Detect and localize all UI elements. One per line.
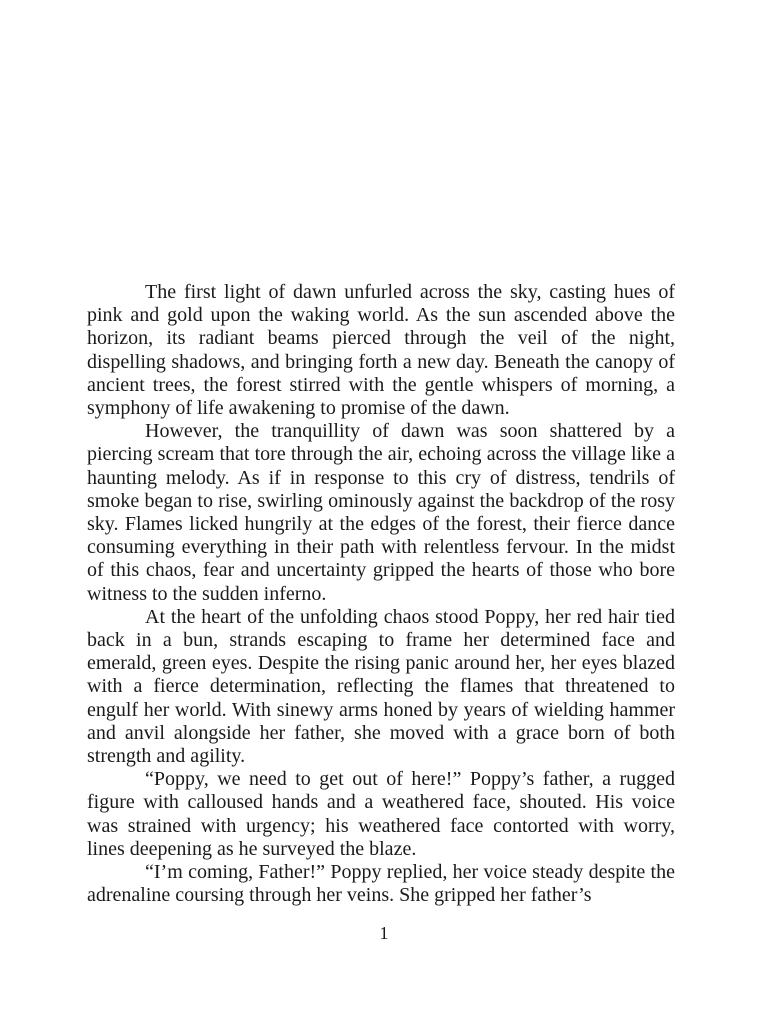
body-text [87, 281, 675, 907]
paragraph-3: At the heart of the unfolding chaos stood Poppy, her red hair tied back in a bun, strands escaping to frame her determined face and emerald, green eyes. Despite the rising panic around her, her eyes blazed with a fierce determination, reflecting the flames that threatened to engulf her world. With sinewy arms honed by years of wielding hammer and anvil alongside her father, she moved with a grace born of both strength and agility. [87, 605, 675, 768]
paragraph-1: The first light of dawn unfurled across the sky, casting hues of pink and gold upon the waking world. As the sun ascended above the horizon, its radiant beams pierced through the veil of the night, dispelling shadows, and bringing forth a new day. Beneath the canopy of ancient trees, the forest stirred with the gentle whispers of morning, a symphony of life awakening to promise of the dawn. [87, 281, 675, 420]
paragraph-4: “Poppy, we need to get out of here!” Poppy’s father, a rugged figure with calloused hands and a weathered face, shouted. His voice was strained with urgency; his weathered face contorted with worry, lines deepening as he surveyed the blaze. [87, 768, 675, 860]
paragraph-2: However, the tranquillity of dawn was soon shattered by a piercing scream that tore through the air, echoing across the village like a haunting melody. As if in response to this cry of distress, tendrils of smoke began to rise, swirling ominously against the backdrop of the rosy sky. Flames licked hungrily at the edges of the forest, their fierce dance consuming everything in their path with relentless fervour. In the midst of this chaos, fear and uncertainty gripped the hearts of those who bore witness to the sudden inferno. [87, 420, 675, 605]
page-number: 1 [379, 923, 389, 943]
paragraph-5: “I’m coming, Father!” Poppy replied, her voice steady despite the adrenaline coursing through her veins. She gripped her father’s [87, 861, 675, 907]
